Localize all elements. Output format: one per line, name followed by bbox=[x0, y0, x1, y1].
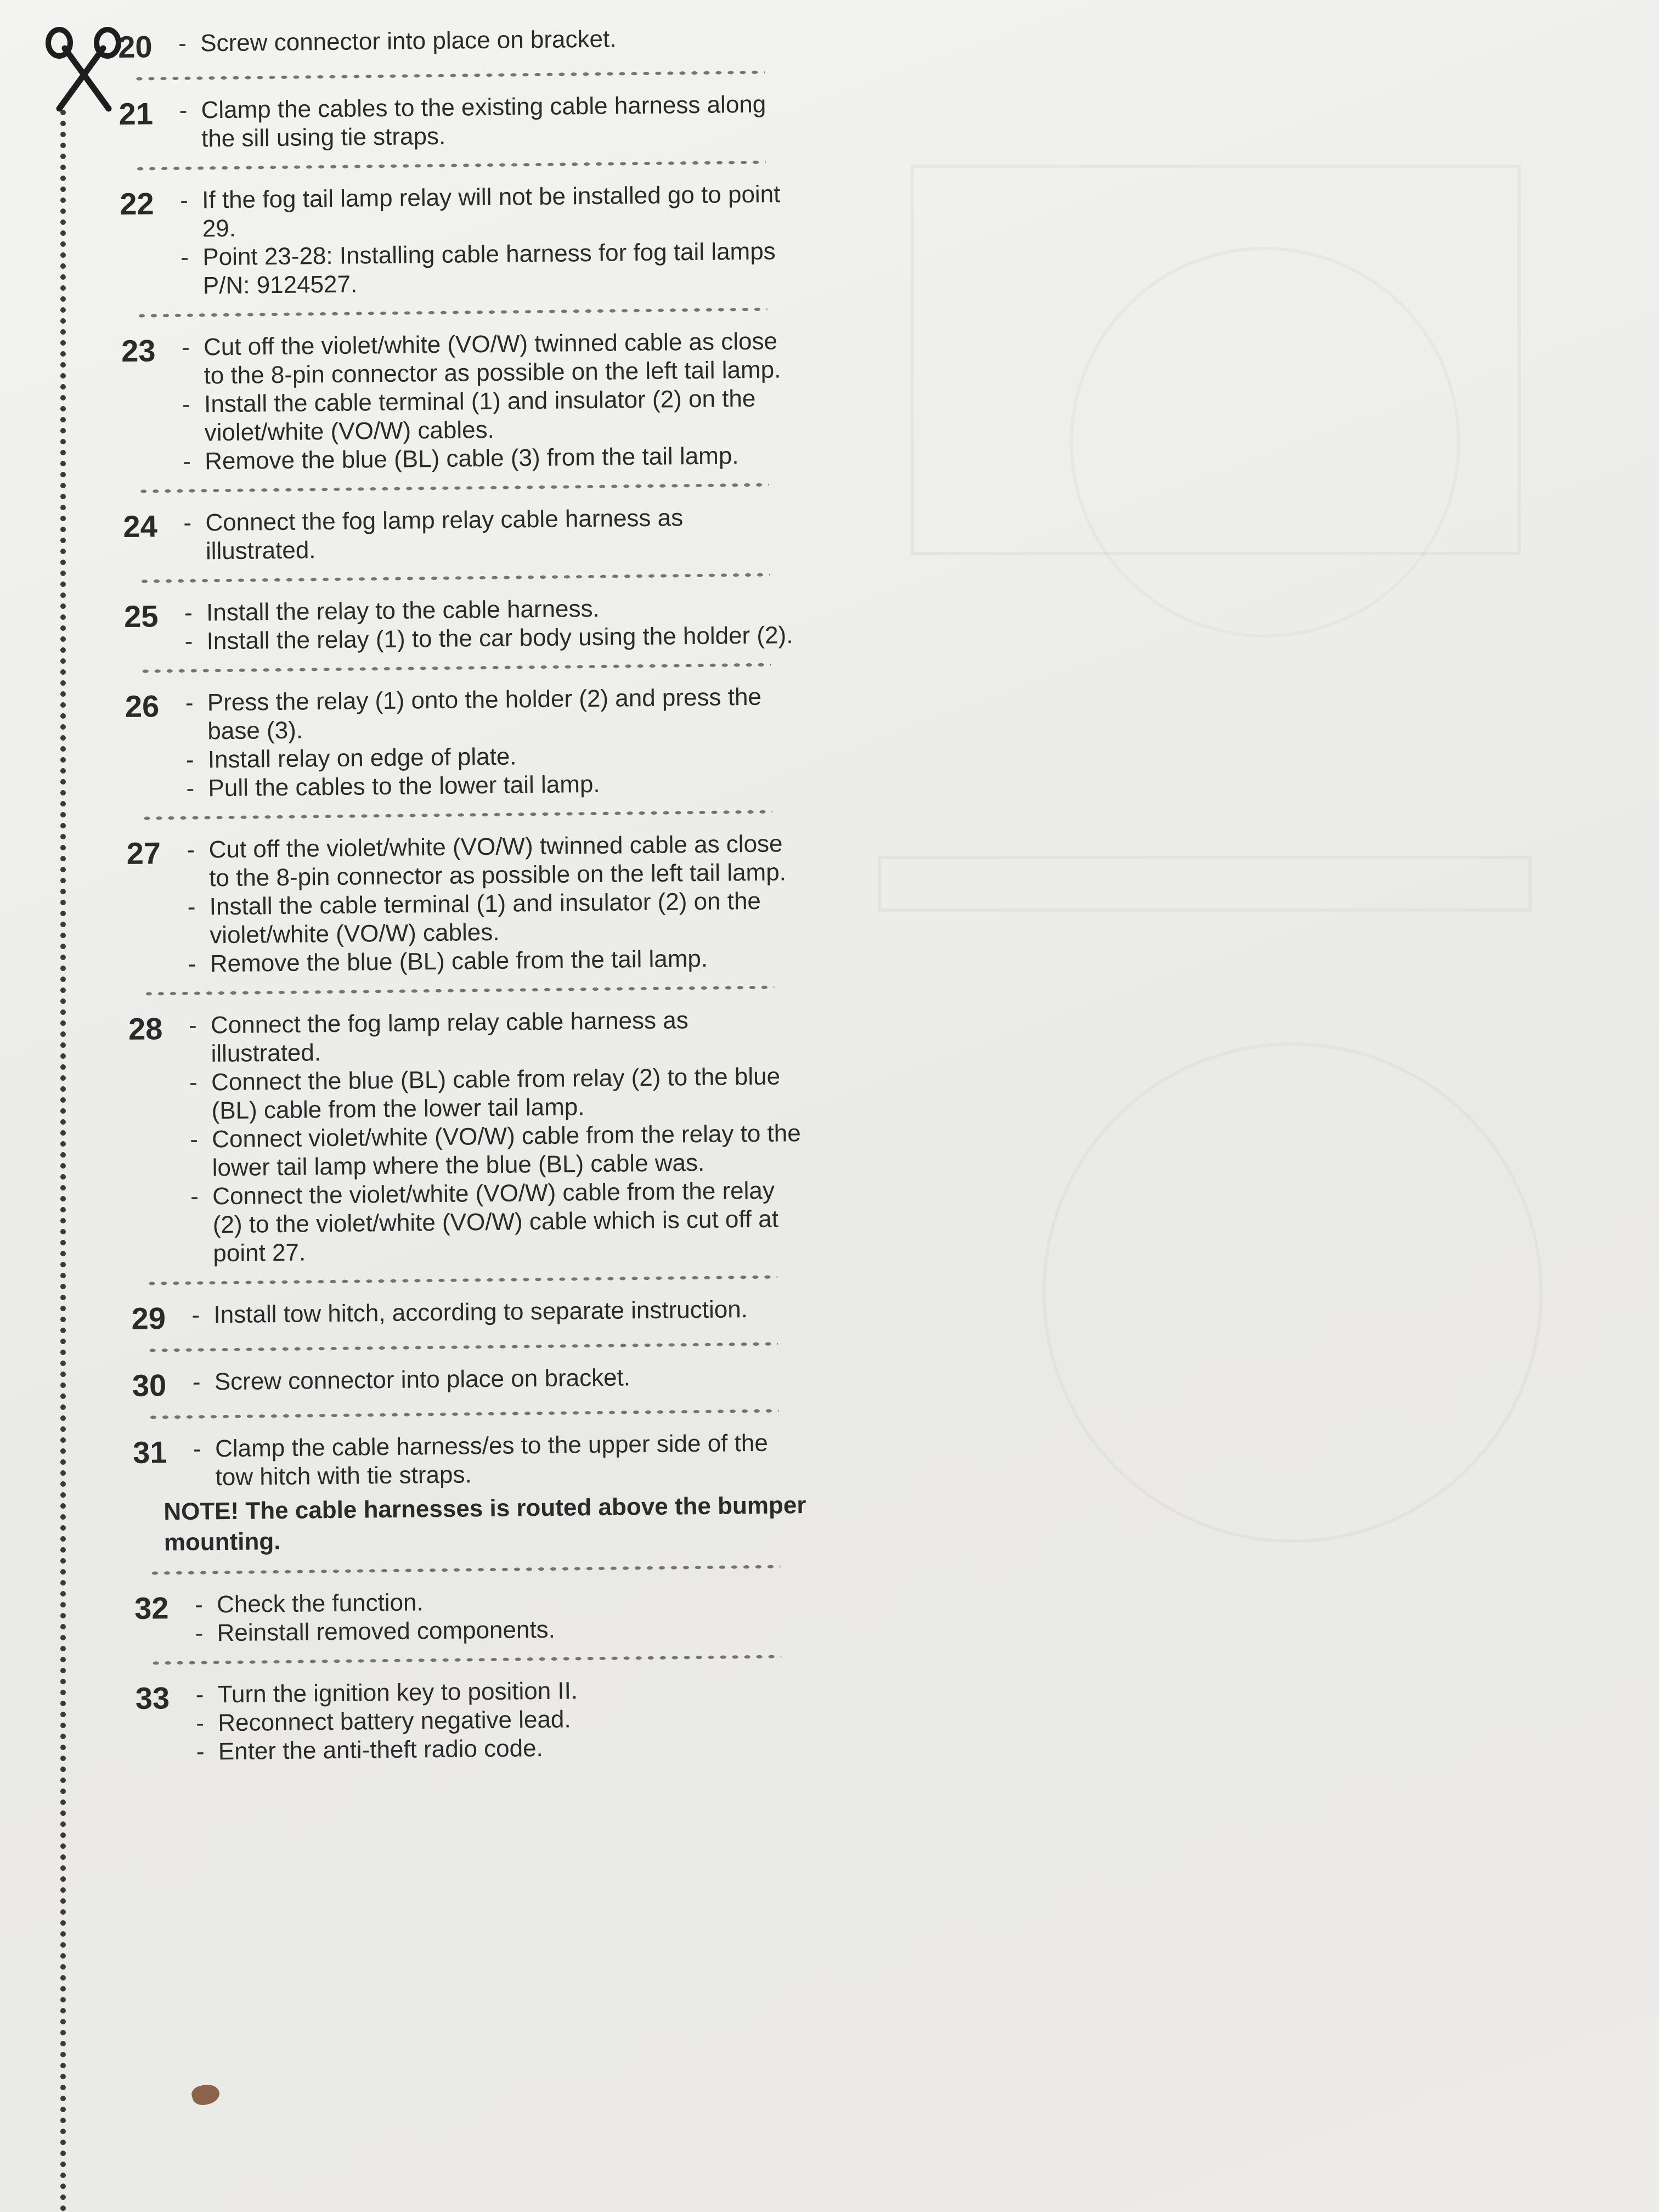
step-line: - Turn the ignition key to position II. bbox=[195, 1677, 578, 1708]
step-number: 24 bbox=[123, 509, 158, 544]
step-30 bbox=[132, 1362, 808, 1403]
step-31 bbox=[133, 1429, 809, 1559]
step-body bbox=[178, 23, 793, 58]
wavy-divider bbox=[134, 65, 765, 86]
step-number: 26 bbox=[125, 689, 160, 724]
bleed-through-circle bbox=[1070, 247, 1460, 637]
step-line: - Cut off the violet/white (VO/W) twinned cable as close to the 8-pin connector as possible on the left tail lamp. bbox=[181, 328, 781, 390]
step-line: - Install the cable terminal (1) and insulator (2) on the violet/white (VO/W) cables. bbox=[187, 887, 761, 949]
wavy-divider bbox=[142, 805, 772, 826]
step-line: - Clamp the cable harness/es to the upper side of the tow hitch with tie straps. bbox=[193, 1429, 769, 1491]
step-body bbox=[196, 1674, 811, 1767]
wavy-divider bbox=[147, 1337, 778, 1358]
step-22 bbox=[120, 180, 795, 301]
step-body bbox=[183, 503, 798, 566]
step-20 bbox=[118, 23, 793, 64]
step-28 bbox=[128, 1005, 806, 1269]
step-25 bbox=[124, 592, 799, 657]
steps-list bbox=[118, 23, 811, 1767]
step-line: - Press the relay (1) onto the holder (2) and press the base (3). bbox=[185, 683, 762, 745]
step-number: 32 bbox=[134, 1590, 169, 1626]
wavy-divider bbox=[138, 478, 769, 499]
step-body bbox=[185, 682, 801, 803]
step-line: - Connect the violet/white (VO/W) cable from the relay (2) to the violet/white (VO/W) cable which is cut off at point 27. bbox=[190, 1177, 779, 1267]
wavy-divider bbox=[140, 658, 771, 679]
step-number: 21 bbox=[119, 96, 154, 131]
wavy-divider bbox=[135, 155, 766, 176]
step-line: - Reinstall removed components. bbox=[195, 1616, 556, 1647]
step-number: 31 bbox=[132, 1435, 167, 1470]
step-line: - Install relay on edge of plate. bbox=[185, 743, 517, 774]
scissors-icon bbox=[43, 26, 125, 120]
step-24 bbox=[123, 503, 798, 567]
step-number: 23 bbox=[121, 333, 156, 368]
step-line: - Clamp the cables to the existing cable harness along the sill using tie straps. bbox=[179, 91, 766, 153]
step-number: 28 bbox=[128, 1011, 163, 1046]
step-line: - Screw connector into place on bracket. bbox=[192, 1364, 631, 1396]
step-line: - Reconnect battery negative lead. bbox=[196, 1706, 571, 1737]
step-line: - Connect the fog lamp relay cable harness as illustrated. bbox=[188, 1007, 689, 1068]
step-number: 20 bbox=[117, 29, 153, 64]
step-body bbox=[184, 592, 799, 656]
step-line: - Enter the anti-theft radio code. bbox=[196, 1735, 544, 1765]
step-body bbox=[187, 830, 803, 979]
wavy-divider bbox=[139, 568, 770, 589]
step-line: - Cut off the violet/white (VO/W) twinned cable as close to the 8-pin connector as possible on the left tail lamp. bbox=[187, 830, 787, 892]
step-body bbox=[193, 1362, 807, 1397]
step-line: - Install the cable terminal (1) and insulator (2) on the violet/white (VO/W) cables. bbox=[182, 385, 756, 447]
step-32 bbox=[134, 1584, 810, 1649]
step-body bbox=[191, 1295, 806, 1330]
step-line: - Check the function. bbox=[194, 1589, 424, 1618]
bleed-through-circle bbox=[1042, 1042, 1543, 1543]
note-text: NOTE! The cable harnesses is routed above the bumper mounting. bbox=[163, 1492, 806, 1556]
step-number: 22 bbox=[119, 186, 154, 221]
step-body bbox=[182, 327, 798, 476]
step-line: - If the fog tail lamp relay will not be installed go to point 29. bbox=[179, 180, 781, 242]
step-body bbox=[179, 90, 794, 154]
step-line: - Install the relay to the cable harness. bbox=[184, 595, 600, 627]
step-number: 29 bbox=[131, 1301, 166, 1336]
step-33 bbox=[136, 1674, 811, 1767]
step-number: 30 bbox=[132, 1368, 167, 1403]
step-body bbox=[189, 1005, 806, 1268]
step-number: 27 bbox=[126, 836, 161, 871]
step-29 bbox=[131, 1295, 806, 1336]
step-line: - Connect violet/white (VO/W) cable from the relay to the lower tail lamp where the blue (BL) cable was. bbox=[189, 1120, 801, 1182]
step-body bbox=[163, 1429, 809, 1558]
wavy-divider bbox=[150, 1650, 781, 1671]
step-21 bbox=[119, 90, 794, 154]
step-line: - Remove the blue (BL) cable from the tail lamp. bbox=[188, 945, 708, 978]
step-line: - Screw connector into place on bracket. bbox=[178, 25, 617, 57]
paper-stain bbox=[190, 2081, 222, 2108]
wavy-divider bbox=[148, 1404, 778, 1425]
step-number: 33 bbox=[135, 1680, 170, 1716]
step-line: - Connect the blue (BL) cable from relay (2) to the blue (BL) cable from the lower tail lamp. bbox=[189, 1063, 781, 1125]
step-23 bbox=[121, 327, 798, 477]
step-line: - Install tow hitch, according to separate instruction. bbox=[191, 1296, 748, 1329]
step-body bbox=[195, 1584, 810, 1648]
step-line: - Install the relay (1) to the car body using the holder (2). bbox=[184, 622, 793, 655]
step-number: 25 bbox=[123, 599, 159, 634]
wavy-divider bbox=[146, 1270, 777, 1291]
step-27 bbox=[126, 830, 803, 979]
wavy-divider bbox=[136, 302, 767, 323]
step-line: - Connect the fog lamp relay cable harness as illustrated. bbox=[183, 504, 684, 565]
bleed-through-box bbox=[878, 856, 1532, 912]
step-body bbox=[180, 180, 795, 301]
wavy-divider bbox=[149, 1560, 780, 1581]
step-line: - Remove the blue (BL) cable (3) from the tail lamp. bbox=[182, 442, 739, 475]
step-line: - Point 23-28: Installing cable harness for fog tail lamps P/N: 9124527. bbox=[180, 238, 776, 300]
step-line: - Pull the cables to the lower tail lamp. bbox=[186, 770, 600, 802]
wavy-divider bbox=[143, 980, 774, 1001]
cut-here-dotted-line bbox=[60, 110, 66, 2212]
step-26 bbox=[125, 682, 801, 804]
